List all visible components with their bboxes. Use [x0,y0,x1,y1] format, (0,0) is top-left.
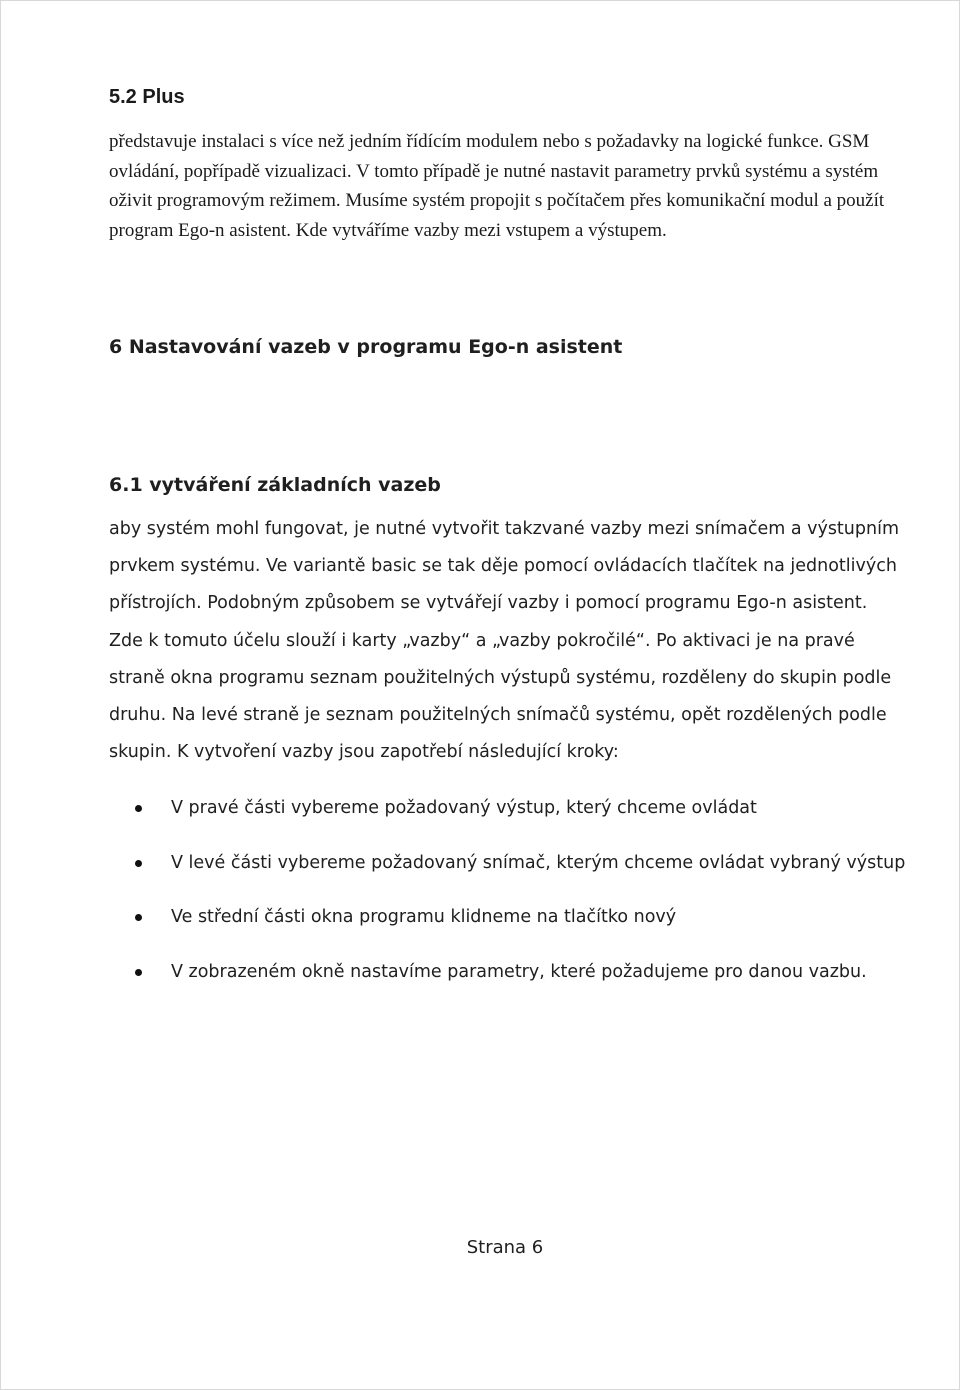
body-paragraph: aby systém mohl fungovat, je nutné vytvořit takzvané vazby mezi snímačem a výstupním prvkem systému. Ve variantě basic se tak děje pomocí ovládacích tlačítek na jednotlivých přístrojích. Podobným způsobem se vytvářejí vazby i pomocí programu Ego-n asistent. Zde k tomuto účelu slouží i karty „vazby“ a „vazby pokročilé“. Po aktivaci je na pravé straně okna programu seznam použitelných výstupů systému, rozděleny do skupin podle druhu. Na levé straně je seznam použitelných snímačů systému, opět rozdělených podle skupin. K vytvoření vazby jsou zapotřebí následující kroky: [109,519,899,763]
list-item [135,845,915,883]
subsection-heading: 6.1 vytváření základních vazeb [109,474,441,496]
list-item [135,899,915,937]
list-item-text: V zobrazeném okně nastavíme parametry, které požadujeme pro danou vazbu. [171,961,867,982]
section-heading: 5.2 Plus [109,86,185,108]
list-item-text: Ve střední části okna programu klidneme na tlačítko nový [171,907,677,927]
bullet-icon [135,914,142,921]
bullet-icon [135,805,142,812]
page-number: Strana 6 [466,1237,544,1258]
steps-list [135,790,915,991]
bullet-icon [135,969,142,976]
list-item [135,790,915,828]
intro-paragraph: představuje instalaci s více než jedním řídícím modulem nebo s požadavky na logické funkce. GSM ovládání, popřípadě vizualizaci. V tomto případě je nutné nastavit parametry prvků systému a systém oživit programovým režimem. Musíme systém propojit s počítačem přes komunikační modul a použít program Ego-n asistent. Kde vytváříme vazby mezi vstupem a výstupem. [109,131,885,241]
list-item-text: V pravé části vybereme požadovaný výstup, který chceme ovládat [171,798,757,818]
list-item [135,954,915,992]
bullet-icon [135,860,142,867]
list-item-text: V levé části vybereme požadovaný snímač, kterým chceme ovládat vybraný výstup [171,852,906,873]
chapter-heading: 6 Nastavování vazeb v programu Ego-n asistent [109,336,623,358]
